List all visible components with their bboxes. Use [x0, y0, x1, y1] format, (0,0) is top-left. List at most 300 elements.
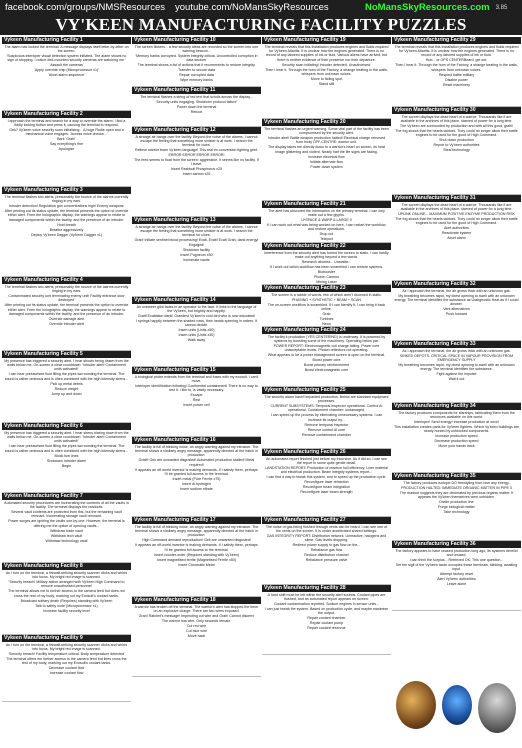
puzzle-text: Rebalance pressure valve	[305, 558, 348, 563]
puzzle-text: I springs happily between the shaded rows, their heads spinning in orders. It cannot decide.	[135, 319, 258, 328]
puzzle-text: My breathing becomes rapid, my chest opening to swell with an unknown energy. The terminal identifies the substance as Urabgnostic Heat as if I could answer.	[394, 294, 519, 307]
puzzle-block	[392, 107, 521, 195]
puzzle-block	[132, 597, 261, 677]
puzzle-block	[2, 423, 131, 493]
puzzle-text: Decrease production speed	[434, 439, 479, 444]
puzzle-text: I can hear pressurised fluid filling the pipes surrounding the terminal. The sound is rather ominous and is often combined with the high intensity sirens...	[4, 444, 129, 453]
puzzle-block	[2, 635, 131, 702]
puzzle-body	[2, 194, 131, 239]
puzzle-block	[2, 563, 131, 635]
puzzle-text: Redirect power supply to gas flow on the...	[292, 543, 361, 548]
robot-icon	[478, 683, 516, 733]
puzzle-text: The terminal reveals that this installation produces engines and fluids required for Vy'keen Atlantis. It is unclear how the engines generated. There is no record of any labored supplies of ink or fluid.	[394, 45, 519, 58]
puzzle-text: Wait it out	[448, 377, 465, 382]
puzzle-text: Insert sodium nitrate	[180, 486, 213, 491]
puzzle-body	[2, 500, 131, 545]
puzzle-text: The screen displays the dead heart of a warrior. Thousands like it are available in the archives of this place, starved of power for a long time.	[400, 203, 513, 212]
column-2	[132, 37, 261, 746]
puzzle-title: Vykeen Manufacturing Facility 36	[392, 541, 521, 548]
puzzle-block	[262, 119, 391, 201]
puzzle-text: Broadcast solitary death (Requires) standing with Vy'keen	[20, 598, 113, 603]
puzzle-text: The display takes me directly down to a warrior's heart on screen, its heat image glistening and violent. Nearly half the life signs are fading.	[268, 145, 385, 154]
puzzle-text: It appears an off-world inventor is making demands. If I satisfy them, perhaps I'll be granted full access to the terminal.	[135, 467, 258, 476]
puzzle-body	[262, 44, 391, 88]
puzzle-text: A warrior has broken off the terminal. The warrior's alert has stopped the timer on an explosive charge. There are two wires exposed.	[134, 605, 259, 614]
puzzle-text: This installation creates parts for Vy'keen fighters. Which Vy'keen buildings are nearly hunted by unblocked components.	[394, 425, 519, 434]
puzzle-text: I can just tweak the system. Based on production cycle, and maybe maximise the output.	[264, 607, 389, 616]
puzzle-text: Vent alternatives	[443, 307, 470, 312]
puzzle-text: Gratif Exaltation dank! Grandest Vy'keen's cold bird who is now educated!	[137, 314, 256, 319]
puzzle-text: Photon Cannon	[314, 275, 339, 280]
puzzle-title: Vykeen Manufacturing Facility 26	[262, 449, 391, 456]
puzzle-body	[262, 334, 391, 374]
puzzle-block	[132, 217, 261, 297]
puzzle-title: Vykeen Manufacturing Facility 10	[132, 37, 261, 44]
puzzle-text: An automated report finished just before my incursion. As it did so, I can see the report in some quite gentle detail.	[265, 457, 388, 466]
puzzle-text: Reconfigure beam integration	[302, 485, 351, 490]
puzzle-text: Repair corrupted data	[179, 73, 214, 78]
puzzle-text: Initiate alternate flow	[310, 159, 343, 164]
puzzle-body	[262, 126, 391, 171]
puzzle-text: 'Suspicious interloper visual detection system initiated. The alarm shows no sign of stopping. I notice well-mounted security cameras are watching me.'	[6, 54, 127, 63]
puzzle-title: Vykeen Manufacturing Facility 27	[262, 517, 391, 524]
puzzle-text: High Command demand reproduction! Gek are unwanted disgusted!	[142, 538, 251, 543]
puzzle-block	[132, 87, 261, 127]
puzzle-text: 'Security breach! Military action arranged with Vy'keen High Command to remove unauthorised personnel'	[8, 580, 125, 589]
puzzle-text: Boost electromagnetic core	[304, 368, 349, 373]
puzzle-title: Vykeen Manufacturing Facility 34	[392, 403, 521, 410]
puzzle-text: POWER REPORT: Electromagnetic coil charge falling. Power core unacceptable levels. Photon reflectors not operating.	[273, 344, 380, 353]
puzzle-text: Shut down production	[439, 138, 474, 143]
puzzle-text: Leave alone	[446, 582, 467, 587]
puzzle-text: The factory produces components for starships, fabricating them from the resources available on this world.	[398, 411, 515, 420]
puzzle-text: Boost power core	[312, 358, 341, 363]
page-title: VY'KEEN MANUFACTURING FACILITY PUZZLES	[0, 15, 522, 35]
puzzle-text: Hold breath	[57, 222, 76, 227]
puzzle-text: Insert metal (Pure Ferrite x75)	[172, 476, 221, 481]
puzzle-text: Remove containment chamber	[302, 432, 351, 437]
puzzle-text: Insert units (Units x50)	[178, 328, 215, 333]
puzzle-block	[392, 195, 521, 281]
puzzle-text: Interloper! Send energy! Increase production at once!	[414, 420, 499, 425]
puzzle-title: Vykeen Manufacturing Facility 13	[132, 217, 261, 224]
puzzle-text: Reconfigure laser beam strength	[300, 490, 353, 495]
puzzle-text: The facility's production (YES CENTERING) is underway. It is powered by systems by boosting some of the machinery. Operating below par.	[267, 335, 386, 344]
puzzle-text: Pick up metal debris	[50, 381, 83, 386]
puzzle-text: Jump up and down	[51, 391, 82, 396]
puzzle-text: The terminal flashes a string of red text that scrolls across the display...	[140, 95, 253, 99]
puzzle-text: Reduce weight	[54, 386, 79, 391]
puzzle-block	[392, 37, 521, 107]
puzzle-body	[132, 304, 261, 344]
puzzle-title: Vykeen Manufacturing Facility 28	[262, 585, 391, 592]
puzzle-body	[262, 250, 391, 285]
puzzle-text: The terminal reveals that this installation produces engines and fluids required for Vy'keen Atlantis. It is unclear how the engines generated. There is no record of any labored supplies of ink or fluid. Various aliens have arrived, but there is neither evidence of their presence nor their departure.	[264, 45, 389, 62]
puzzle-title: Vykeen Manufacturing Facility 9	[2, 635, 131, 642]
puzzle-text: Cut blue wire	[186, 629, 207, 634]
puzzle-text: Reboot	[190, 110, 203, 114]
puzzle-text: Take technology	[443, 510, 470, 515]
puzzle-text: Several vault contents are protected from this, but the remaining vault remnant. Incinerating storage vault remnant.	[11, 510, 122, 519]
puzzle-text: Grab! Initiate sentinel blood processing! Exalt, Exalt! Exalt Grah, dank energy! Engaged!	[134, 238, 259, 247]
puzzle-text: 'Apply override chip (Microprocessor x1)'	[34, 68, 99, 73]
puzzle-text: Gratif! Gek are unwanted disgusted! Automated production stalled! Metal required!	[138, 458, 255, 467]
puzzle-text: Withdraw technology vault	[45, 538, 88, 543]
puzzle-text: I approach the terminal and search for a way to override the alarm. I find a fiddly locking button and press it, causing the terminal to respond.	[7, 119, 126, 128]
vykeen-warrior-icon	[396, 681, 436, 729]
puzzle-text: Then I hear it. Through the hum of the Factory, a strange beating in the walls, whispers from unknown voices.	[395, 63, 518, 72]
puzzle-block	[392, 541, 521, 611]
puzzle-text: Repair coolant pump	[309, 621, 344, 626]
puzzle-text: A biological probe extends from the terminal and fuses with my exosuit. I can't move.	[134, 375, 259, 384]
puzzle-block	[262, 327, 391, 387]
puzzle-text: Report to Vy'keen authorities	[433, 143, 480, 148]
puzzle-title: Vykeen Manufacturing Facility 1	[2, 37, 131, 44]
puzzle-text: Move your hands back	[438, 444, 475, 449]
puzzle-body	[392, 548, 521, 588]
top-bar	[0, 0, 522, 15]
puzzle-text: Biobooster	[317, 270, 336, 275]
puzzle-body	[262, 208, 391, 243]
puzzle-text: The fog shows that the hearts worked. They could no longer allow their battle engines to be used for the good of High Command.	[395, 217, 518, 226]
puzzle-text: Increase coolant flow	[49, 671, 84, 676]
puzzle-text: Begin	[61, 463, 72, 468]
puzzle-text: Intruder alert! Battle weapon production halted! Electrical charge removed from body OFF-CENTRE: warrior unit.	[267, 136, 386, 145]
puzzle-text: A strange air hangs over the facility. Beyond the noise of the alarms, I cannot escape the feeling that something more sinister is at work. I search the terminal for clues.	[135, 225, 258, 238]
puzzle-text: Set the sigil of the Vy'keen tactic occupies these terminals, blinking, awaiting input.	[395, 563, 518, 572]
puzzle-text: After printing out its status update, the terminal presents the option to override either alert. From the holographic display, the warnings appear to relate to damaged components within the facility, and the presence of an intruder.	[4, 303, 129, 316]
puzzle-text: Reactivate system	[441, 231, 472, 236]
puzzle-body	[262, 524, 391, 564]
puzzle-block	[262, 585, 391, 655]
puzzle-text: As I approach the terminal, the air grows thick with an unknown gas.	[402, 289, 511, 293]
puzzle-text: Respect battle military	[438, 72, 475, 77]
puzzle-title: Vykeen Manufacturing Facility 5	[2, 351, 131, 358]
puzzle-block	[132, 37, 261, 87]
puzzle-text: Withdraw trade vault	[50, 528, 83, 533]
puzzle-text: Insert Residual Phosphorus x25	[171, 166, 222, 171]
puzzle-text: An overseer glint fades in an operator to the face. It links to the language of the Vy'keen, but brightly and happily.	[136, 305, 257, 314]
puzzle-text: Insert Chromatic Metal	[178, 562, 215, 567]
puzzle-text: The terminal offers me further access to the camera feed but lines cross the rest of my body, marking out my Exosuit's coolant tanks.	[6, 657, 127, 666]
puzzle-body	[2, 430, 131, 470]
puzzle-text: Cut red wire	[186, 624, 207, 629]
puzzle-text: Override intruder alert	[49, 321, 84, 326]
puzzle-text: The factory produces isotopic DO freestyling from lose any energy.	[403, 481, 510, 485]
puzzle-body	[2, 44, 131, 79]
puzzle-title: Vykeen Manufacturing Facility 2	[2, 111, 131, 118]
puzzle-text: As I turn on the terminal, a firewall-striking security scanner clicks and whirrs into focus. My bright red image is scanned.	[5, 571, 128, 580]
puzzle-text: The terminal flashes two alerts, presumably the source of the alarms currently ringing in my ears.	[4, 285, 129, 294]
puzzle-block	[262, 201, 391, 243]
puzzle-body	[2, 570, 131, 615]
character-images	[392, 675, 521, 745]
puzzle-body	[2, 358, 131, 398]
puzzle-text: The screen displays the dead heart of a warrior. Thousands like it are available in the archives of this place, starved of power for a long time.	[400, 115, 513, 124]
puzzle-block	[2, 187, 131, 277]
puzzle-text: My breathing becomes rapid, my chest opening to swell with an unknown energy. The terminal identifies the substance.	[398, 363, 515, 372]
puzzle-text: Reconfigure laser refraction	[304, 480, 349, 485]
puzzle-text: Withdraw tech vault	[50, 533, 83, 538]
puzzle-title: Vykeen Manufacturing Facility 30	[392, 107, 521, 114]
puzzle-text: The terminal flashes an urgent warning. Some vital part of the facility has been compromised by the security alert.	[264, 127, 389, 136]
puzzle-text: Disable power	[445, 77, 468, 82]
column-3	[262, 37, 391, 746]
puzzle-body	[392, 288, 521, 318]
puzzle-block	[132, 127, 261, 217]
puzzle-text: Attempt factory reset	[439, 572, 474, 577]
puzzle-text: Transfer to secure data	[177, 68, 216, 73]
puzzle-text: Insert di-hydrogen	[182, 481, 211, 486]
puzzle-title: Vykeen Manufacturing Facility 33	[392, 341, 521, 348]
puzzle-text: Repair coolant reservoir	[307, 626, 346, 631]
puzzle-text: 'Security units engaging. Shutdown protocol failure'	[155, 100, 238, 104]
puzzle-text: Incinerate vaults	[183, 257, 210, 262]
puzzle-title: Vykeen Manufacturing Facility 6	[2, 423, 131, 430]
puzzle-text: The warrior has wire. Only seconds remain.	[161, 619, 232, 624]
puzzle-text: Rest	[192, 398, 201, 403]
puzzle-text: Wipe memory banks	[180, 78, 213, 83]
puzzle-title: Vykeen Manufacturing Facility 7	[2, 493, 131, 500]
puzzle-text: The terminal flashes two alerts, presumably the source of the alarms currently ringing in my ears.	[4, 195, 129, 204]
puzzle-text: The facility is full of blinking noise, an angry warning against my intrusion. The terminal shows a similarly angry message, apparently directed at the hatch in production.	[134, 445, 259, 458]
puzzle-text: Apologize	[58, 147, 75, 152]
puzzle-text: Interference from the security alert has turned the screen to static. I can hardly make out anything beyond a few words.	[264, 251, 389, 260]
puzzle-block	[262, 243, 391, 285]
puzzle-text: Abort alarm	[447, 236, 466, 241]
puzzle-text: The alert has obscured the information on the primary terminal. I can only make out a few glyphs.	[268, 209, 385, 218]
puzzle-text: Fight against the impulse	[436, 372, 477, 377]
column-4	[392, 37, 521, 746]
puzzle-text: Shutdown intruder alarm	[46, 458, 87, 463]
puzzle-text: My presence has triggered a security alert. I hear shouts being drawn from the walls below me. On-screen a clear countdown: 'Intruder alert! Containment units activated!'	[4, 359, 129, 372]
puzzle-text: The readout suggests they are decimated by previous organic matter. It appears the Vy'keen themselves went unbidden.	[399, 491, 514, 500]
puzzle-text: U*SPACE & WARP & LARGE 0	[301, 218, 352, 223]
puzzle-text: Coolant contamination reported. Sodium engines in sensor units...	[273, 602, 380, 607]
puzzle-title: Vykeen Manufacturing Facility 14	[132, 297, 261, 304]
puzzle-text: Breathe aggressively	[49, 227, 84, 232]
puzzle-title: Vykeen Manufacturing Facility 32	[392, 281, 521, 288]
puzzle-text: Purge biological matter	[438, 505, 475, 510]
puzzle-text: Insert units (Units x30)	[178, 333, 215, 338]
puzzle-block	[132, 367, 261, 437]
puzzle-text: The Vy'keen are surrounded by production and with all this good, grahl!	[399, 124, 514, 129]
puzzle-block	[2, 277, 131, 351]
puzzle-text: After printing out its status update, the terminal presents the option to override either alert. From the holographic display, the warnings appear to relate to damaged components within the facility, and the presence of an intruder.	[4, 209, 129, 222]
puzzle-text: The fog shows that the hearts worked. They could no longer allow their battle engines to be used for the good of High Command.	[395, 129, 518, 138]
puzzle-title: Vykeen Manufacturing Facility 18	[132, 597, 261, 604]
puzzle-text: Deploy Vy'keen Dagger (Vy'keen Dagger x1)	[30, 232, 103, 237]
puzzle-text: LANDSTATION REPORT: Production of reactive hull efficiency. Liner material and electrical production. Beam integrity systems report...	[265, 466, 388, 475]
puzzle-title: Vykeen Manufacturing Facility 4	[2, 277, 131, 284]
puzzle-body	[262, 456, 391, 496]
puzzle-block	[2, 111, 131, 187]
puzzle-text: Decrease coolant flow	[48, 666, 85, 671]
puzzle-text: Remove temporal inspector	[304, 422, 349, 427]
puzzle-text: CURRENT SUBSYSTEMS: Temporal inspector operational. Control AI operational. Containment chamber: undamaged.	[270, 404, 383, 413]
puzzle-text: Hub... or OPS CENTERBeard, gel out.	[425, 58, 488, 63]
puzzle-text: Increase production speed	[435, 434, 478, 439]
puzzle-text: The security alarm hasn't impacted production. Below are standard equipment processes.	[264, 395, 389, 404]
puzzle-block	[262, 37, 391, 119]
youtube-link[interactable]: youtube.com/NoMansSkyResources	[175, 2, 329, 13]
puzzle-text: Teleport	[320, 237, 333, 242]
puzzle-text: Move back	[187, 634, 206, 639]
puzzle-text: I can hear pressurised fluid filling the pipes surrounding the terminal. The sound is rather ominous and is often combined with the high intensity sirens...	[4, 372, 129, 381]
puzzle-text: Grab	[322, 312, 331, 317]
puzzle-text: If I can work out what was being worked on here, I can restart the workflow, and restore operations.	[266, 223, 387, 232]
puzzle-body	[392, 44, 521, 89]
puzzle-text: Shutdown facility	[183, 247, 210, 252]
puzzle-body	[392, 410, 521, 450]
puzzle-text: Research aborted... Unstable...	[301, 260, 352, 265]
puzzle-title: Vykeen Manufacturing Facility 15	[132, 367, 261, 374]
puzzle-text: GAS INTEGRITY REPORT: Distribution network. Unreactive, halogens and slime. Gas levels dropping.	[266, 534, 387, 543]
site-link[interactable]: NoMansSkyResources.com	[365, 2, 490, 13]
puzzle-text: Mining Laser	[316, 280, 337, 285]
puzzle-title: Vykeen Manufacturing Facility 31	[392, 195, 521, 202]
puzzle-text: 'Abort alarm sequence'	[48, 73, 85, 78]
puzzle-text: If I work out which workflow has been scrambled I can restore systems.	[269, 265, 384, 270]
puzzle-text: Increase electrical flow	[308, 154, 345, 159]
puzzle-text: SINKED DEPOTS. CRITICAL SPACE IN VAPOUR PROVISION FROM EMERGENCY SUPPLY	[399, 354, 514, 363]
puzzle-text: Grah! Ratchet's message! Impending cut wire and Grah! Cannot discern!	[138, 614, 255, 619]
puzzle-text: PRODUCTION HALTED: IMMEDIATE ORGANIC MATTER IN PIPE 3	[401, 486, 512, 490]
puzzle-text: A strange air hangs over the facility. Beyond the noise of the alarms, I cannot escape the feeling that something more sinister is at work. I search the terminal for clues.	[135, 135, 258, 148]
puzzle-text: Escape	[190, 393, 203, 398]
puzzle-text: Relieve warrior team Vy'keen language! This real ex-conversion fighting grief. ERROR ERROR ERROR ERROR!	[135, 148, 258, 157]
puzzle-text: Interloper identification initiating! Continental containment! There is no way to rest it. I like to, is vastly necessary.	[135, 384, 258, 393]
puzzle-block	[392, 341, 521, 403]
puzzle-body	[132, 134, 261, 178]
puzzle-block	[262, 387, 391, 449]
puzzle-title: Vykeen Manufacturing Facility 19	[262, 37, 391, 44]
puzzle-text: I can speed up the process by eliminating unnecessary systems. I can increase its output by...	[270, 413, 383, 422]
puzzle-text: PHASING + SYNTHETIC + BEAM + SCAN	[292, 298, 361, 302]
puzzle-block	[262, 449, 391, 517]
puzzle-text: Alert authorities	[444, 226, 469, 231]
puzzle-text: The terminal shows a list of actions that it recommends to restore integrity.	[137, 63, 256, 68]
puzzle-text: The facility is full of blinking noise, an angry warning against my intrusion. The terminal shows a similarly angry message, apparently directed at the hatch in production.	[134, 525, 259, 538]
puzzle-text: A hard shift must be left within the security alert sounds. Coolant pipes are flushed, and an automated report appears on screen.	[267, 593, 386, 602]
puzzle-text: Steal technology	[443, 148, 470, 153]
puzzle-text: The screen is a rabble of words, few of which aren't drowned in static.	[271, 293, 382, 297]
puzzle-text: The feed seems to float from the screen: aggressive. It seems like no facility. If I leave.	[134, 157, 259, 166]
puzzle-text: The noise of gas being flushed through vents can be heard. I can see one of the vents on the screen. It is under accelerated shared settings.	[265, 525, 388, 534]
puzzle-text: Increase facility security level	[43, 608, 90, 613]
puzzle-body	[392, 480, 521, 516]
puzzle-text: 'Memory banks corrupted. System integrity critical. Uncontrolled corruption in data sectors'	[135, 54, 258, 63]
puzzle-block	[2, 351, 131, 423]
puzzle-text: My presence has triggered a security alert. I hear sirens blaring down from the walls below me. On-screen a clear countdown: 'Intruder alert! Containment units activated!'	[4, 431, 129, 444]
puzzle-text: The terminal allows me to further access to the camera feed but does not cross the rest of my body, marking out my Exosuit's coolant tanks.	[8, 589, 125, 598]
puzzle-title: Vykeen Manufacturing Facility 22	[262, 243, 391, 250]
column-1	[2, 37, 131, 746]
puzzle-text: Talk to safety code (Microprocessor x1)	[35, 603, 98, 608]
puzzle-block	[2, 37, 131, 111]
puzzle-text: Alert Vy'keen authorities	[437, 577, 476, 582]
puzzle-body	[2, 642, 131, 677]
puzzle-body	[132, 524, 261, 569]
puzzle-text: The on-screen workflow is scrambled. If I can identify it, I can bring it back online.	[267, 303, 386, 312]
puzzle-text: Neon	[322, 322, 331, 327]
facebook-link[interactable]: facebook.com/groups/NMSResources	[5, 2, 165, 13]
puzzle-block	[132, 517, 261, 597]
puzzle-text: Insert counter-order (Requires standing with Vy'keen)	[154, 552, 239, 557]
puzzle-block	[392, 281, 521, 341]
puzzle-text: Stand still	[318, 81, 335, 86]
puzzle-body	[262, 592, 391, 632]
puzzle-block	[132, 437, 261, 517]
puzzle-text: Move to hiding spot	[310, 76, 343, 81]
puzzle-block	[392, 403, 521, 473]
puzzle-text: Insert magnetised ferrite (Magnetised Ferrite x50)	[157, 557, 236, 562]
puzzle-body	[132, 44, 261, 84]
puzzle-title: Vykeen Manufacturing Facility 17	[132, 517, 261, 524]
gek-icon	[442, 685, 472, 725]
puzzle-title: Vykeen Manufacturing Facility 8	[2, 563, 131, 570]
puzzle-block	[262, 285, 391, 327]
puzzle-text: Automated security procedures are incinerating the contents of all the vaults in the facility. The terminal displays the readouts.	[4, 501, 129, 510]
puzzle-text: 'Assault the cameras'	[49, 63, 84, 68]
puzzle-title: Vykeen Manufacturing Facility 20	[262, 119, 391, 126]
puzzle-text: Reset machinery	[443, 82, 470, 87]
puzzle-text: Override damage alert	[48, 316, 85, 321]
puzzle-title: Vykeen Manufacturing Facility 16	[132, 437, 261, 444]
puzzle-body	[262, 394, 391, 439]
puzzle-text: Insert power cell	[183, 403, 210, 408]
puzzle-body	[262, 292, 391, 327]
puzzle-text: Divide production line	[439, 500, 474, 505]
puzzle-text: UPLINK ONLINE... MAXIMUM POSITIVE ENZYME PRODUCTION RISK	[398, 212, 515, 217]
puzzle-title: Vykeen Manufacturing Facility 29	[392, 37, 521, 44]
puzzle-text: Remove control AI core	[307, 427, 346, 432]
puzzle-title: Vykeen Manufacturing Facility 35	[392, 473, 521, 480]
puzzle-text: Power down system	[310, 164, 343, 169]
puzzle-block	[262, 517, 391, 585]
puzzle-text: Gek? Vy'keen voice security scan initializing... A huge Rodie open and a mechanical voice engages: 'Access voice checks...'	[9, 128, 124, 137]
puzzle-title: Vykeen Manufacturing Facility 21	[262, 201, 391, 208]
puzzle-text: 'Security breach! Facility temperature critical. Body temperature detected'	[8, 652, 125, 657]
puzzle-body	[132, 374, 261, 409]
puzzle-text: The factory appears to have ceased production long ago, its systems derelict and unused.	[395, 549, 518, 558]
puzzle-body	[392, 114, 521, 154]
puzzle-text: Then I hear it. Through the hum of the Factory, a strange beating in the walls, whispers from unknown voices.	[265, 67, 388, 76]
puzzle-body	[2, 284, 131, 328]
puzzle-text: Repair coolant chamber	[307, 616, 346, 621]
puzzle-text: Boost primary reinforcement	[303, 363, 350, 368]
puzzle-title: Vykeen Manufacturing Facility 11	[132, 87, 261, 94]
puzzle-text: Walk away	[187, 338, 206, 343]
puzzle-text: Turbines	[319, 317, 334, 322]
puzzle-body	[392, 202, 521, 242]
puzzle-title: Vykeen Manufacturing Facility 23	[262, 285, 391, 292]
puzzle-text: Bark 'Grah!'	[57, 137, 76, 142]
puzzle-body	[392, 348, 521, 383]
puzzle-title: Vykeen Manufacturing Facility 12	[132, 127, 261, 134]
puzzle-text: Power surges are igniting the vaults one-by-one. However, the terminal is offering me the option of opening vaults...	[8, 519, 125, 528]
puzzle-text: As I approach the terminal, the air grows thick with an unknown gas.	[402, 349, 511, 353]
puzzle-block	[392, 473, 521, 541]
puzzle-text: As I turn on the terminal, a firewall-striking security scanner clicks and whirrs into focus. My bright red image is scanned.	[5, 643, 128, 652]
puzzle-title: Vykeen Manufacturing Facility 3	[2, 187, 131, 194]
puzzle-block	[2, 493, 131, 563]
puzzle-text: It appears an off-world inventor is making demands. If I satisfy them, perhaps I'll be granted full access to the terminal.	[135, 543, 258, 552]
puzzle-body	[132, 224, 261, 264]
puzzle-text: Intruder detection! Regulation gun concentrations high! Enemy weapons'	[8, 204, 125, 209]
puzzle-block	[132, 297, 261, 367]
puzzle-text: Contaminated security unit terminating enemy unit! Facility entrance door destroyed'	[8, 294, 125, 303]
